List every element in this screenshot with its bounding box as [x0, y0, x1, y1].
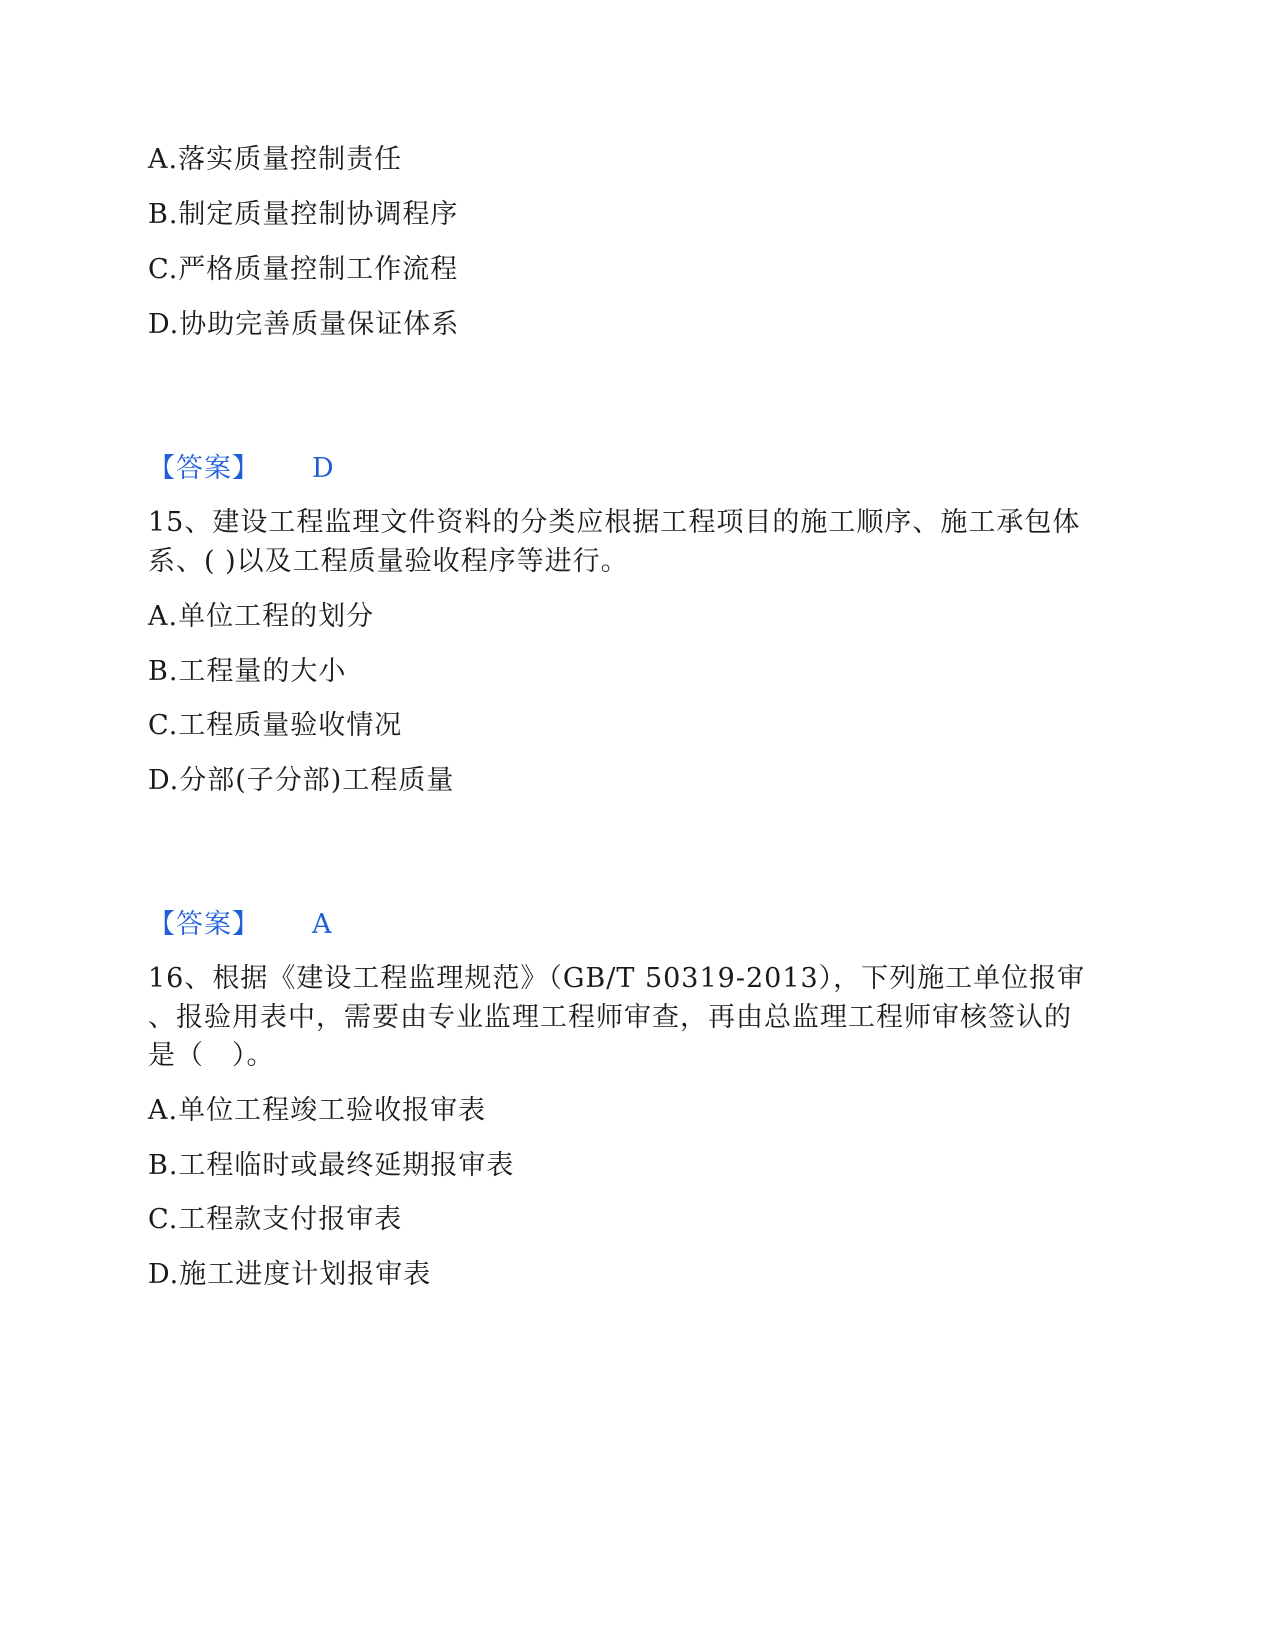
q16-option-c: C.工程款支付报审表: [148, 1204, 403, 1235]
q14-answer-value: D: [312, 453, 335, 484]
q15-stem-line-2: 系、( )以及工程质量验收程序等进行。: [148, 546, 629, 577]
q16-option-a: A.单位工程竣工验收报审表: [148, 1095, 487, 1126]
q14-option-a: A.落实质量控制责任: [148, 144, 403, 175]
q14-answer: [148, 452, 335, 486]
q16-option-d: D.施工进度计划报审表: [148, 1259, 432, 1290]
q15-option-a: A.单位工程的划分: [148, 601, 375, 632]
q16-stem-line-2: 、报验用表中，需要由专业监理工程师审查，再由总监理工程师审核签认的: [148, 1002, 1072, 1033]
q15-stem-line-1: 15、建设工程监理文件资料的分类应根据工程项目的施工顺序、施工承包体: [148, 507, 1081, 538]
q15-option-b: B.工程量的大小: [148, 656, 347, 687]
q15-answer: [148, 908, 333, 942]
q15-answer-label: 【答案】: [148, 909, 260, 940]
q14-option-c: C.严格质量控制工作流程: [148, 254, 459, 285]
q14-option-d: D.协助完善质量保证体系: [148, 309, 460, 340]
q15-option-d: D.分部(子分部)工程质量: [148, 765, 455, 796]
q14-option-b: B.制定质量控制协调程序: [148, 199, 459, 230]
q15-option-c: C.工程质量验收情况: [148, 710, 403, 741]
q16-option-b: B.工程临时或最终延期报审表: [148, 1150, 515, 1181]
q16-stem-line-3: 是（ ）。: [148, 1040, 275, 1071]
q15-answer-value: A: [312, 909, 333, 940]
q14-answer-label: 【答案】: [148, 453, 260, 484]
q16-stem-line-1: 16、根据《建设工程监理规范》（GB/T 50319-2013），下列施工单位报审: [148, 963, 1086, 994]
